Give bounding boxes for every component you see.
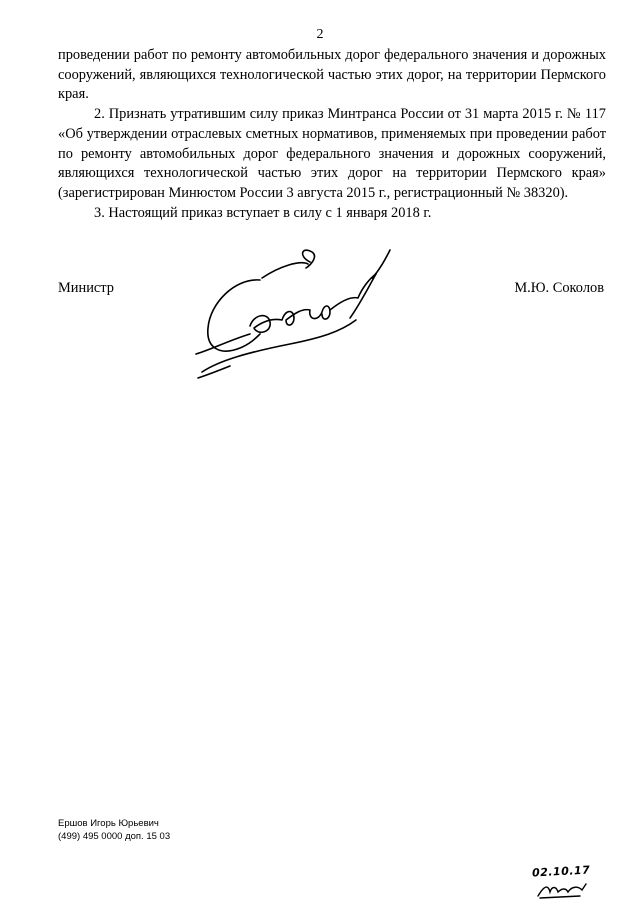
signatory-title: Министр <box>58 280 114 296</box>
executor-phone: (499) 495 0000 доп. 15 03 <box>58 831 171 842</box>
page-number: 2 <box>316 27 324 42</box>
paragraph-3: 3. Настоящий приказ вступает в силу с 1 января 2018 г. <box>94 204 432 221</box>
document-body <box>58 46 606 223</box>
initials-scribble-icon <box>536 880 588 900</box>
handwritten-signature <box>190 248 420 388</box>
paragraph-continuation: проведении работ по ремонту автомобильных дорог федерального значения и дорожных сооружений, являющихся технологической частью этих дорог, на территории Пермского края. <box>58 47 606 103</box>
executor-name: Ершов Игорь Юрьевич <box>58 818 159 829</box>
paragraph-2: 2. Признать утратившим силу приказ Минтранса России от 31 марта 2015 г. № 117 «Об утверждении отраслевых сметных нормативов, применяемых при проведении работ по ремонту автомобильных дорог федерального значения и дорожных сооружений, являющихся технологической частью этих дорог на территории Пермского края» (зарегистрирован Минюстом России 3 августа 2015 г., регистрационный № 38320). <box>58 106 606 201</box>
handwritten-date-stamp <box>522 862 602 902</box>
executor-info <box>58 817 170 843</box>
signatory-name: М.Ю. Соколов <box>514 280 604 296</box>
stamp-date: 02.10.17 <box>531 863 591 880</box>
